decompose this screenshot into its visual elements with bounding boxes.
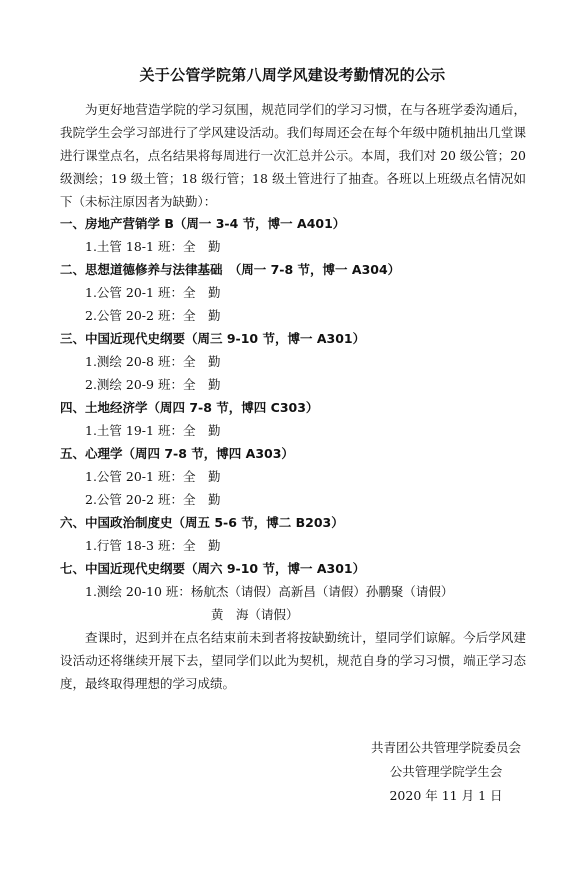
section-heading: 六、中国政治制度史（周五 5-6 节，博二 B203）	[60, 515, 344, 530]
signature-block	[371, 736, 521, 808]
section-heading: 三、中国近现代史纲要（周三 9-10 节，博一 A301）	[60, 331, 366, 346]
class-attendance-item: 2.公管 20-2 班：全 勤	[85, 308, 221, 323]
section-4	[60, 396, 530, 442]
class-attendance-continuation: 黄 海（请假）	[211, 607, 299, 622]
attendance-sections	[60, 212, 530, 626]
document-title: 关于公管学院第八周学风建设考勤情况的公示	[139, 66, 446, 84]
signature-org-union: 公共管理学院学生会	[389, 764, 503, 779]
class-attendance-item: 1.公管 20-1 班：全 勤	[85, 469, 221, 484]
section-7	[60, 557, 530, 626]
section-heading: 四、土地经济学（周四 7-8 节，博四 C303）	[60, 400, 319, 415]
class-attendance-item: 1.公管 20-1 班：全 勤	[85, 285, 221, 300]
section-1	[60, 212, 530, 258]
class-attendance-item: 2.测绘 20-9 班：全 勤	[85, 377, 221, 392]
class-attendance-item: 1.测绘 20-10 班：杨航杰（请假）高新昌（请假）孙鹏聚（请假）	[85, 584, 454, 599]
section-2	[60, 258, 530, 327]
signature-date: 2020 年 11 月 1 日	[389, 788, 503, 803]
class-attendance-item: 1.土管 18-1 班：全 勤	[85, 239, 221, 254]
section-heading: 一、房地产营销学 B（周一 3-4 节，博一 A401）	[60, 216, 346, 231]
section-heading: 五、心理学（周四 7-8 节，博四 A303）	[60, 446, 294, 461]
class-attendance-item: 2.公管 20-2 班：全 勤	[85, 492, 221, 507]
section-6	[60, 511, 530, 557]
section-heading: 二、思想道德修养与法律基础 （周一 7-8 节，博一 A304）	[60, 262, 401, 277]
section-5	[60, 442, 530, 511]
class-attendance-item: 1.行管 18-3 班：全 勤	[85, 538, 221, 553]
class-attendance-item: 1.测绘 20-8 班：全 勤	[85, 354, 221, 369]
class-attendance-item: 1.土管 19-1 班：全 勤	[85, 423, 221, 438]
closing-paragraph: 查课时，迟到并在点名结束前未到者将按缺勤统计，望同学们谅解。今后学风建设活动还将继续开展下去，望同学们以此为契机，规范自身的学习习惯，端正学习态度，最终取得理想的学习成绩。	[60, 630, 526, 691]
section-heading: 七、中国近现代史纲要（周六 9-10 节，博一 A301）	[60, 561, 366, 576]
intro-paragraph: 为更好地营造学院的学习氛围，规范同学们的学习习惯，在与各班学委沟通后，我院学生会学习部进行了学风建设活动。我们每周还会在每个年级中随机抽出几堂课进行课堂点名，点名结果将每周进行一次汇总并公示。本周，我们对 20 级公管；20 级测绘；19 级土管；18 级行管；18 级土管进行了抽查。各班以上班级点名情况如下（未标注原因者为缺勤）：	[60, 102, 526, 209]
signature-org-league: 共青团公共管理学院委员会	[370, 740, 521, 755]
section-3	[60, 327, 530, 396]
